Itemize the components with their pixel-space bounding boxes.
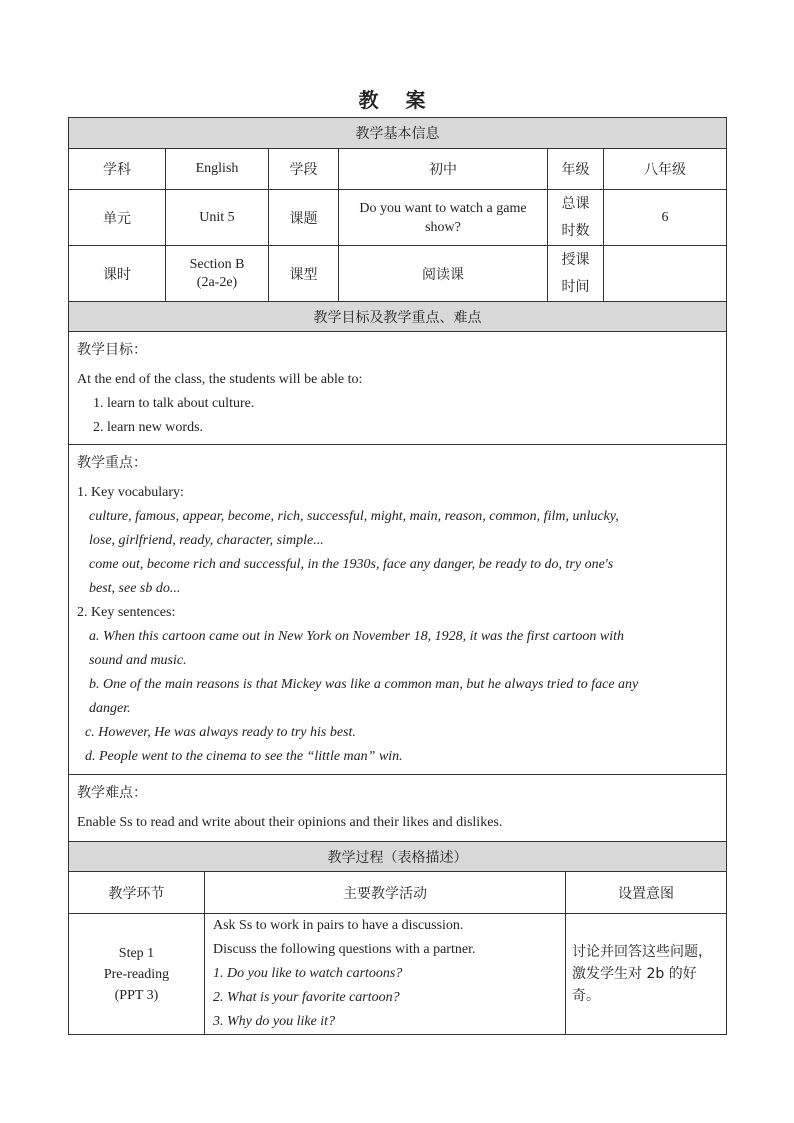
grade-label: 年级 [548, 149, 604, 190]
period-label: 课时 [69, 246, 166, 302]
total-hours-label-line2: 时数 [561, 222, 590, 239]
col-purpose-header: 设置意图 [566, 872, 727, 914]
activity-question: 3. Why do you like it? [213, 1014, 336, 1029]
step1-name-line2: Pre-reading [103, 966, 170, 982]
stage-label: 学段 [269, 149, 339, 190]
vocabulary-line: culture, famous, appear, become, rich, successful, might, main, reason, common, film, unlucky, [89, 509, 619, 524]
col-step-header: 教学环节 [69, 872, 205, 914]
activity-question: 2. What is your favorite cartoon? [213, 990, 400, 1005]
activity-question: 1. Do you like to watch cartoons? [213, 966, 403, 981]
topic-value: Do you want to watch a game show? [339, 190, 548, 246]
goals-header: 教学目标及教学重点、难点 [69, 302, 727, 332]
key-vocabulary-title: 1. Key vocabulary: [77, 485, 184, 500]
sentence-line: d. People went to the cinema to see the “little man” win. [85, 749, 403, 764]
step1-name [69, 914, 205, 1035]
difficulties-heading: 教学难点： [77, 785, 147, 801]
sentence-line: c. However, He was always ready to try his best. [85, 725, 356, 740]
process-table [68, 841, 727, 1035]
difficulties-line: Enable Ss to read and write about their opinions and their likes and dislikes. [77, 815, 503, 830]
document-title: 教 案 [358, 88, 436, 112]
subject-label: 学科 [69, 149, 166, 190]
topic-label: 课题 [269, 190, 339, 246]
teach-time-label-line2: 时间 [561, 278, 590, 295]
objectives-heading: 教学目标： [77, 342, 147, 358]
type-label: 课型 [269, 246, 339, 302]
process-header: 教学过程（表格描述） [69, 842, 727, 872]
vocabulary-line: best, see sb do... [89, 581, 181, 596]
basic-info-header: 教学基本信息 [69, 118, 727, 149]
vocabulary-line: come out, become rich and successful, in the 1930s, face any danger, be ready to do, try one's [89, 557, 614, 572]
type-value: 阅读课 [339, 246, 548, 302]
total-hours-value: 6 [604, 190, 727, 246]
unit-value: Unit 5 [166, 190, 269, 246]
vocabulary-line: lose, girlfriend, ready, character, simple... [89, 533, 324, 548]
period-value-line1: Section B [189, 256, 245, 272]
period-value-line2: (2a-2e) [196, 274, 238, 290]
grade-value: 八年级 [604, 149, 727, 190]
step1-name-line3: (PPT 3) [114, 987, 159, 1003]
sentence-line: sound and music. [89, 653, 187, 668]
total-hours-label-line1: 总课 [561, 195, 590, 212]
total-hours-label [548, 190, 604, 246]
sentence-line: danger. [89, 701, 131, 716]
step1-purpose: 讨论并回答这些问题，激发学生对 2b 的好奇。 [566, 914, 727, 1035]
objectives-line: At the end of the class, the students will be able to: [77, 372, 363, 387]
basic-info-table [68, 117, 727, 843]
unit-label: 单元 [69, 190, 166, 246]
key-points-section [69, 445, 727, 775]
teach-time-label-line1: 授课 [561, 251, 590, 268]
stage-value: 初中 [339, 149, 548, 190]
sentence-line: a. When this cartoon came out in New York on November 18, 1928, it was the first cartoon with [89, 629, 624, 644]
period-value [166, 246, 269, 302]
teach-time-value [604, 246, 727, 302]
objectives-line: 2. learn new words. [93, 420, 204, 435]
objectives-line: 1. learn to talk about culture. [93, 396, 255, 411]
col-activity-header: 主要教学活动 [205, 872, 566, 914]
activity-line: Ask Ss to work in pairs to have a discussion. [213, 918, 464, 933]
activity-line: Discuss the following questions with a partner. [213, 942, 476, 957]
key-sentences-title: 2. Key sentences: [77, 605, 176, 620]
subject-value: English [166, 149, 269, 190]
objectives-section [69, 332, 727, 445]
sentence-line: b. One of the main reasons is that Mickey was like a common man, but he always tried to face any [89, 677, 639, 692]
step1-activity [205, 914, 566, 1035]
step1-name-line1: Step 1 [118, 945, 155, 961]
difficulties-section [69, 775, 727, 843]
teach-time-label [548, 246, 604, 302]
key-points-heading: 教学重点： [77, 455, 147, 471]
